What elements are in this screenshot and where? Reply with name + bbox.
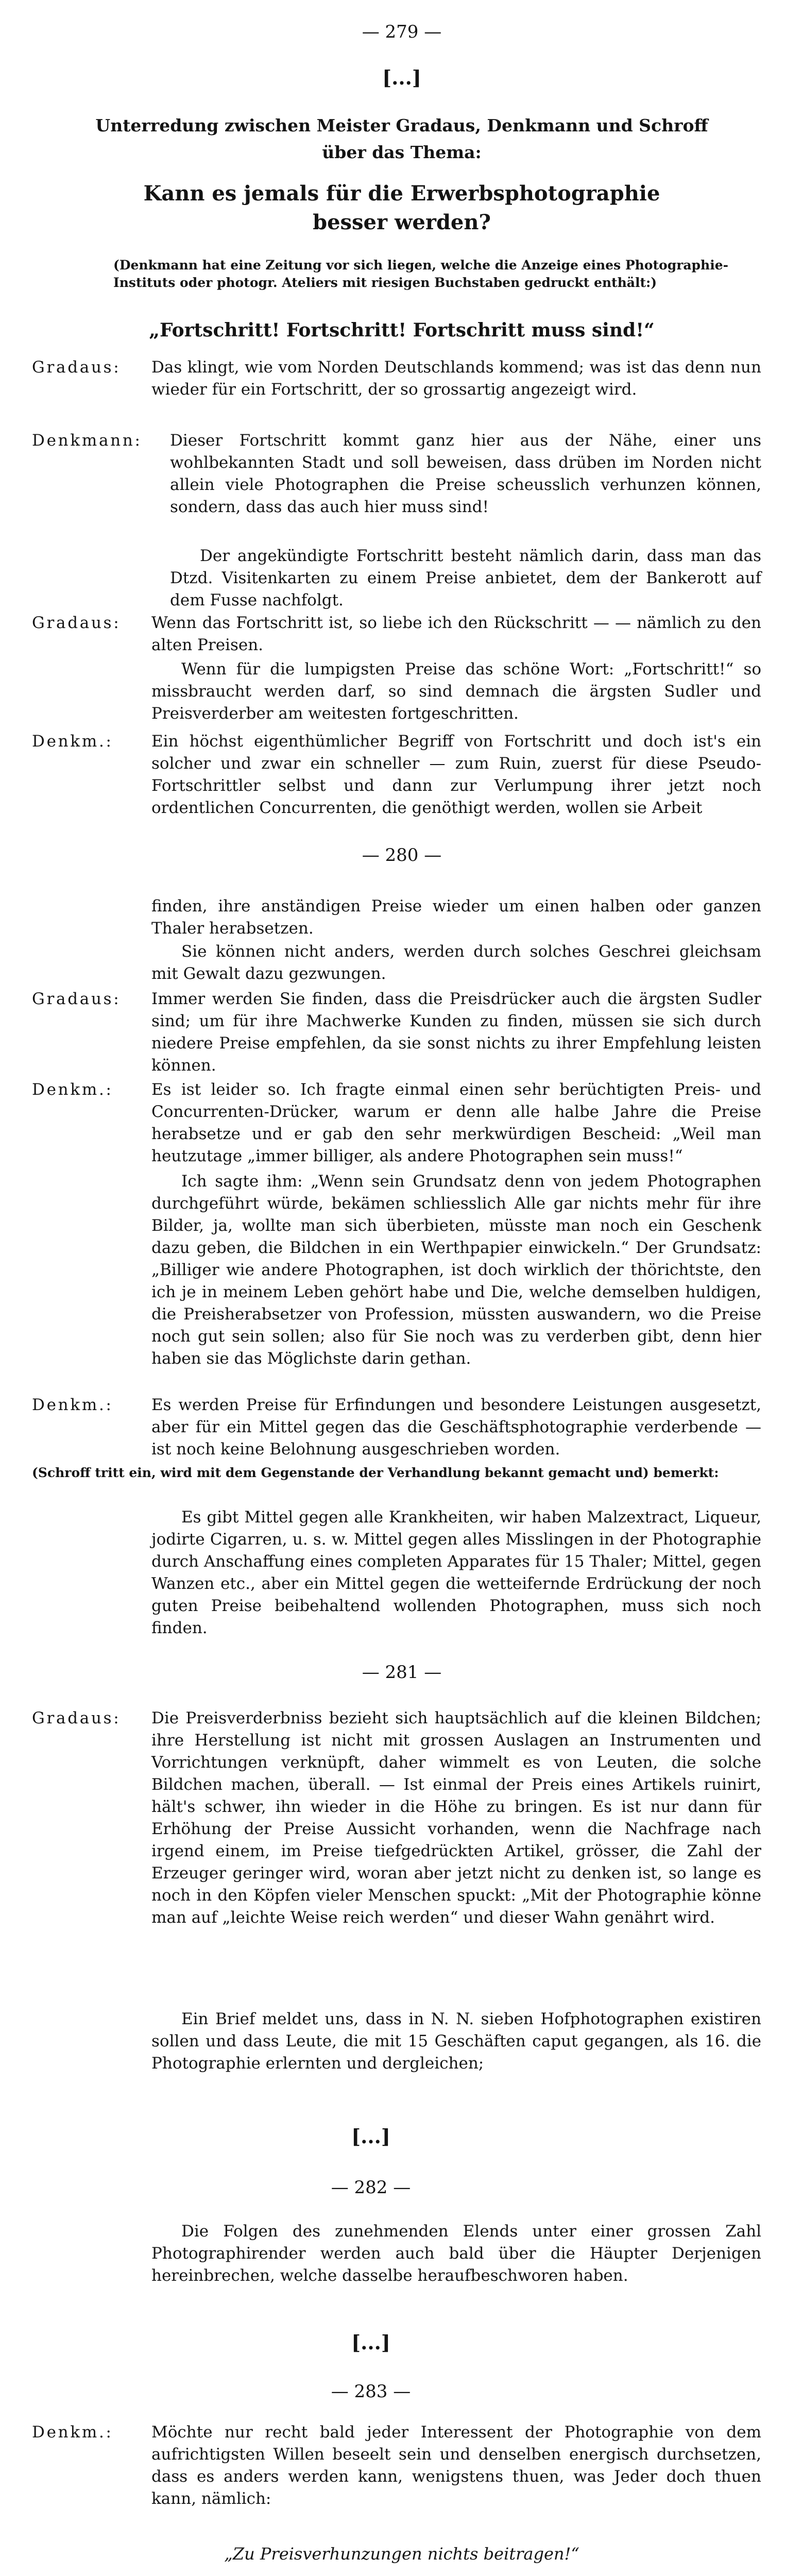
speech-text: Es ist leider so. Ich fragte einmal einen sehr berüchtigten Preis- und Concurrenten-Drücker, warum er denn alle halbe Jahre die Preise herabsetze und er gab den sehr merkwürdigen Bescheid: „Weil man heutzutage „immer billiger, als andere Photographen sein muss!“ xyxy=(151,1080,761,1165)
dialogue-subtitle: Kann es jemals für die Erwerbsphotographie xyxy=(143,181,660,206)
speech-text: Das klingt, wie vom Norden Deutschlands kommend; was ist das denn nun wieder für ein Fortschritt, der so grossartig angezeigt wird. xyxy=(151,358,761,399)
speech-text: Ein höchst eigenthümlicher Begriff von Fortschritt und doch ist's ein solcher und zwar ein schneller — zum Ruin, zuerst für diese Pseudo-Fortschrittler selbst und dann zur Verlumpung ihrer jetzt noch ordentlichen Concurrenten, die genöthigt werden, wollen sie Arbeit xyxy=(151,732,761,817)
speech-text: Der angekündigte Fortschritt besteht nämlich darin, dass man das Dtzd. Visitenkarten zu einem Preise anbietet, dem der Bankerott auf dem Fusse nachfolgt. xyxy=(170,547,761,609)
speaker-label: Denkm.: xyxy=(32,732,113,751)
speech-text: finden, ihre anständigen Preise wieder um einen halben oder ganzen Thaler herabsetzen. xyxy=(151,897,761,938)
speaker-label: Gradaus: xyxy=(32,1709,121,1727)
omission-mark: [...] xyxy=(382,66,421,89)
speech-text: Es gibt Mittel gegen alle Krankheiten, wir haben Malzextract, Liqueur, jodirte Cigarren, u. s. w. Mittel gegen alles Misslingen in der Photographie durch Anschaffung eines completen Apparates für 15 Thaler; Mittel, gegen Wanzen etc., aber ein Mittel gegen die wetteifernde Erdrückung der noch guten Preise beibehaltend wollenden Photographen, muss sich noch finden. xyxy=(151,1508,761,1637)
speech-text: Möchte nur recht bald jeder Interessent der Photographie von dem aufrichtigsten Willen beseelt sein und denselben energisch durchsetzen, dass es anders werden kann, wenigstens thuen, was Jeder doch thuen kann, nämlich: xyxy=(151,2423,761,2508)
closing-motto: „Zu Preisverhunzungen nichts beitragen!“ xyxy=(224,2544,579,2564)
speech-text: Die Preisverderbniss bezieht sich hauptsächlich auf die kleinen Bildchen; ihre Herstellung ist nicht mit grossen Auslagen an Instrumenten und Vorrichtungen verknüpft, daher wimmelt es von Leuten, die solche Bildchen machen, überall. — Ist einmal der Preis eines Artikels ruinirt, hält's schwer, ihn wieder in die Höhe zu bringen. Es ist nur dann für Erhöhung der Preise Aussicht vorhanden, wenn die Nachfrage nach irgend einem, im Preise tiefgedrückten Artikel, grösser, die Zahl der Erzeuger geringer wird, woran aber jetzt nicht zu denken ist, so lange es noch in den Köpfen vieler Menschen spuckt: „Mit der Photographie könne man auf „leichte Weise reich werden“ und dieser Wahn genährt wird. xyxy=(151,1709,761,1927)
speaker-label: Gradaus: xyxy=(32,990,121,1008)
speech-text: Wenn für die lumpigsten Preise das schöne Wort: „Fortschritt!“ so missbraucht werden darf, so sind demnach die ärgsten Sudler und Preisverderber am weitesten fortgeschritten. xyxy=(151,660,761,723)
speaker-label: Gradaus: xyxy=(32,358,121,377)
omission-mark: [...] xyxy=(351,2331,390,2354)
stage-direction: (Denkmann hat eine Zeitung vor sich liegen, welche die Anzeige eines Photographie-Instituts oder photogr. Ateliers mit riesigen Buchstaben gedruckt enthält:) xyxy=(113,258,728,290)
stage-direction: (Schroff tritt ein, wird mit dem Gegenstande der Verhandlung bekannt gemacht und) bemerkt: xyxy=(32,1465,719,1480)
dialogue-title: Unterredung zwischen Meister Gradaus, Denkmann und Schroff xyxy=(95,115,708,135)
body-text: Die Folgen des zunehmenden Elends unter einer grossen Zahl Photographirender werden auch bald über die Häupter Derjenigen hereinbrechen, welche dasselbe heraufbeschworen haben. xyxy=(151,2222,761,2285)
speech-text: Wenn das Fortschritt ist, so liebe ich den Rückschritt — — nämlich zu den alten Preisen. xyxy=(151,614,761,654)
speech-text: Immer werden Sie finden, dass die Preisdrücker auch die ärgsten Sudler sind; um für ihre Machwerke Kunden zu finden, müssen sie sich durch niedere Preise empfehlen, da sie sonst nichts zu ihrer Empfehlung leisten können. xyxy=(151,990,761,1075)
omission-mark: [...] xyxy=(351,2125,390,2148)
page-number: — 282 — xyxy=(331,2177,411,2198)
page-number: — 281 — xyxy=(362,1662,442,1683)
speech-text: Ein Brief meldet uns, dass in N. N. sieben Hofphotographen existiren sollen und dass Leute, die mit 15 Geschäften caput gegangen, als 16. die Photographie erlernten und dergleichen; xyxy=(151,2010,761,2073)
speech-text: Dieser Fortschritt kommt ganz hier aus der Nähe, einer uns wohlbekannten Stadt und soll beweisen, dass drüben im Norden nicht allein viele Photographen die Preise scheusslich verhunzen können, sondern, dass das auch hier muss sind! xyxy=(170,431,761,516)
speech-text: Es werden Preise für Erfindungen und besondere Leistungen ausgesetzt, aber für ein Mittel gegen das die Geschäftsphotographie verderbende — ist noch keine Belohnung ausgeschrieben worden. xyxy=(151,1396,761,1459)
speaker-label: Denkm.: xyxy=(32,1396,113,1414)
dialogue-title: über das Thema: xyxy=(322,142,482,162)
page-number: — 283 — xyxy=(331,2381,411,2402)
speaker-label: Denkmann: xyxy=(32,431,142,450)
speaker-label: Denkm.: xyxy=(32,1080,113,1099)
speech-text: Ich sagte ihm: „Wenn sein Grundsatz denn von jedem Photographen durchgeführt würde, bekämen schliesslich Alle gar nichts mehr für ihre Bilder, ja, wollte man sich überbieten, müsste man noch ein Geschenk dazu geben, die Bildchen in ein Werthpapier einwickeln.“ Der Grundsatz: „Billiger wie andere Photographen, ist doch wirklich der thörichtste, den ich je in meinem Leben gehört habe und Die, welche demselben huldigen, die Preisherabsetzer von Profession, müssten auswandern, wo die Preise noch gut sein sollen; also für Sie noch was zu verderben gibt, denn hier haben sie das Möglichste darin gethan. xyxy=(151,1172,761,1368)
speaker-label: Gradaus: xyxy=(32,614,121,632)
dialogue-subtitle: besser werden? xyxy=(313,210,491,234)
page-number: — 280 — xyxy=(362,845,442,866)
motto: „Fortschritt! Fortschritt! Fortschritt muss sind!“ xyxy=(149,319,655,341)
speaker-label: Denkm.: xyxy=(32,2423,113,2442)
page-number: — 279 — xyxy=(362,22,442,42)
speech-text: Sie können nicht anders, werden durch solches Geschrei gleichsam mit Gewalt dazu gezwungen. xyxy=(151,942,761,983)
